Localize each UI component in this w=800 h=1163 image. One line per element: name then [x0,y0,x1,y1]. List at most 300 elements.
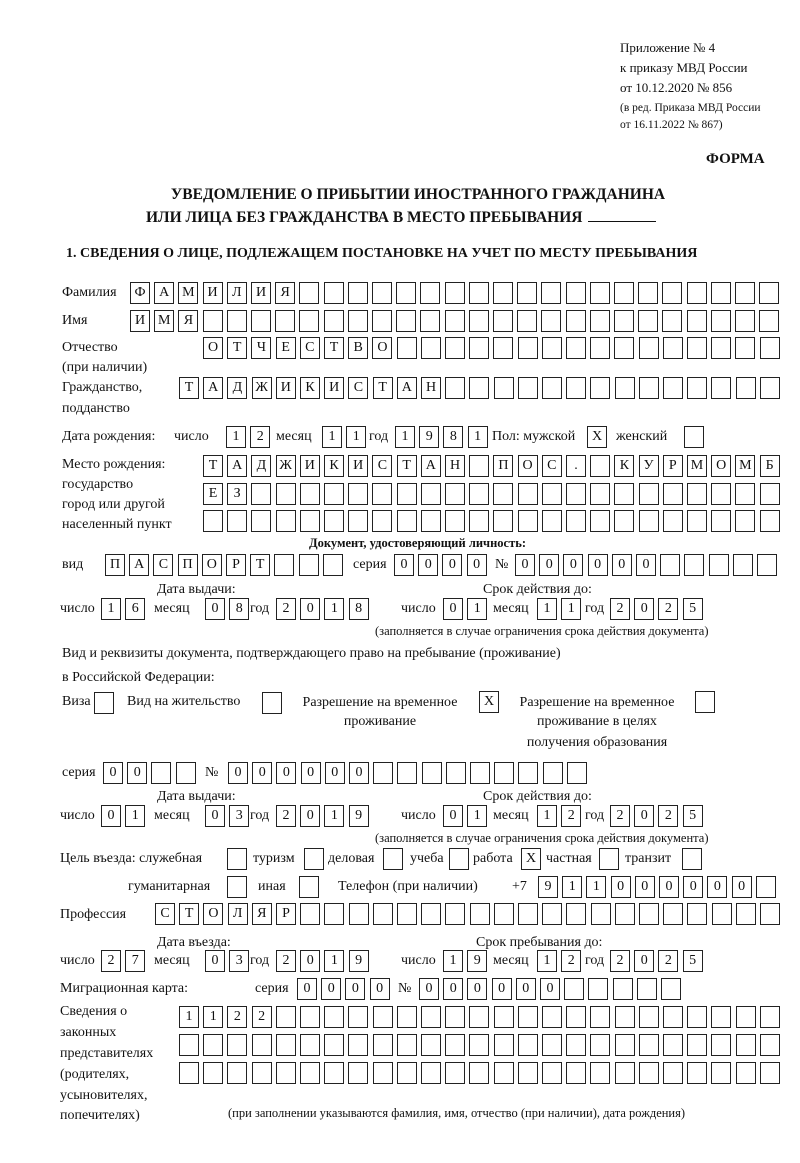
char-box[interactable]: М [687,455,707,477]
char-box[interactable]: 0 [539,554,559,576]
char-box[interactable]: 9 [349,950,369,972]
char-box[interactable] [421,903,441,925]
char-box[interactable]: 0 [228,762,248,784]
char-box[interactable] [709,554,729,576]
char-box[interactable]: Ж [276,455,296,477]
char-box[interactable]: 2 [658,805,678,827]
char-box[interactable] [590,483,610,505]
char-box[interactable] [324,1062,344,1084]
char-box[interactable]: Ж [252,377,272,399]
char-box[interactable] [275,310,295,332]
char-box[interactable] [711,377,731,399]
char-box[interactable] [446,762,466,784]
char-box[interactable] [397,1006,417,1028]
char-box[interactable] [494,1062,514,1084]
char-box[interactable] [566,1006,586,1028]
char-box[interactable] [759,282,779,304]
char-box[interactable] [736,1006,756,1028]
char-box[interactable] [469,1034,489,1056]
char-box[interactable] [518,1006,538,1028]
char-box[interactable]: 0 [659,876,679,898]
char-box[interactable]: 2 [250,426,270,448]
char-box[interactable] [251,310,271,332]
char-box[interactable] [469,455,489,477]
char-box[interactable] [348,1006,368,1028]
char-box[interactable] [614,483,634,505]
char-box[interactable]: X [479,691,499,713]
char-box[interactable] [324,310,344,332]
char-box[interactable]: И [348,455,368,477]
char-box[interactable] [684,426,704,448]
char-box[interactable] [590,1006,610,1028]
char-box[interactable]: 2 [227,1006,247,1028]
char-box[interactable]: С [348,377,368,399]
char-box[interactable] [756,876,776,898]
char-box[interactable]: А [129,554,149,576]
char-box[interactable]: 1 [537,805,557,827]
char-box[interactable]: 1 [467,805,487,827]
char-box[interactable] [397,337,417,359]
char-box[interactable]: 0 [394,554,414,576]
char-box[interactable]: 2 [610,805,630,827]
char-box[interactable] [449,848,469,870]
char-box[interactable] [735,483,755,505]
char-box[interactable]: 0 [634,598,654,620]
char-box[interactable]: 0 [127,762,147,784]
char-box[interactable] [493,282,513,304]
char-box[interactable]: Е [203,483,223,505]
char-box[interactable] [736,377,756,399]
char-box[interactable] [227,848,247,870]
char-box[interactable] [300,903,320,925]
char-box[interactable] [421,1006,441,1028]
char-box[interactable] [542,903,562,925]
char-box[interactable] [493,483,513,505]
char-box[interactable] [445,1006,465,1028]
char-box[interactable] [760,1006,780,1028]
char-box[interactable] [735,510,755,532]
char-box[interactable] [615,903,635,925]
char-box[interactable]: 0 [540,978,560,1000]
char-box[interactable] [687,903,707,925]
char-box[interactable] [397,762,417,784]
char-box[interactable]: 8 [229,598,249,620]
char-box[interactable] [276,1034,296,1056]
char-box[interactable] [445,483,465,505]
char-box[interactable]: 1 [443,950,463,972]
char-box[interactable]: Е [276,337,296,359]
char-box[interactable] [421,483,441,505]
char-box[interactable] [566,377,586,399]
char-box[interactable] [203,310,223,332]
char-box[interactable]: А [227,455,247,477]
char-box[interactable] [252,1034,272,1056]
char-box[interactable]: 0 [301,762,321,784]
char-box[interactable]: 2 [276,598,296,620]
char-box[interactable]: 1 [179,1006,199,1028]
char-box[interactable] [735,337,755,359]
char-box[interactable] [588,978,608,1000]
char-box[interactable] [262,692,282,714]
char-box[interactable]: 0 [443,978,463,1000]
char-box[interactable] [687,1034,707,1056]
char-box[interactable]: 0 [515,554,535,576]
char-box[interactable]: 0 [418,554,438,576]
char-box[interactable]: Р [663,455,683,477]
char-box[interactable] [663,377,683,399]
char-box[interactable] [662,310,682,332]
char-box[interactable]: И [300,455,320,477]
char-box[interactable]: 0 [103,762,123,784]
char-box[interactable] [711,483,731,505]
char-box[interactable] [348,310,368,332]
char-box[interactable] [566,483,586,505]
char-box[interactable]: 0 [634,805,654,827]
char-box[interactable] [687,510,707,532]
char-box[interactable] [687,282,707,304]
char-box[interactable] [662,282,682,304]
char-box[interactable]: В [348,337,368,359]
char-box[interactable]: X [521,848,541,870]
char-box[interactable] [518,762,538,784]
char-box[interactable]: О [711,455,731,477]
char-box[interactable]: 0 [612,554,632,576]
char-box[interactable] [373,1034,393,1056]
char-box[interactable] [348,1062,368,1084]
char-box[interactable] [324,1006,344,1028]
char-box[interactable] [372,282,392,304]
char-box[interactable]: Т [250,554,270,576]
char-box[interactable]: 9 [538,876,558,898]
char-box[interactable] [470,903,490,925]
char-box[interactable] [397,903,417,925]
char-box[interactable] [421,337,441,359]
char-box[interactable] [542,377,562,399]
char-box[interactable]: 0 [325,762,345,784]
char-box[interactable] [203,1062,223,1084]
char-box[interactable] [760,510,780,532]
char-box[interactable] [736,1062,756,1084]
char-box[interactable] [517,310,537,332]
char-box[interactable]: 3 [229,950,249,972]
char-box[interactable]: О [518,455,538,477]
char-box[interactable] [639,1062,659,1084]
char-box[interactable] [682,848,702,870]
char-box[interactable]: 0 [419,978,439,1000]
char-box[interactable] [445,377,465,399]
char-box[interactable] [276,483,296,505]
char-box[interactable]: У [639,455,659,477]
char-box[interactable]: Т [203,455,223,477]
char-box[interactable] [252,1062,272,1084]
char-box[interactable]: 0 [707,876,727,898]
char-box[interactable]: К [300,377,320,399]
char-box[interactable] [687,377,707,399]
char-box[interactable]: 0 [300,950,320,972]
char-box[interactable]: 0 [345,978,365,1000]
char-box[interactable] [760,483,780,505]
char-box[interactable] [711,282,731,304]
char-box[interactable] [711,1006,731,1028]
char-box[interactable] [663,1062,683,1084]
char-box[interactable]: 0 [732,876,752,898]
char-box[interactable] [421,510,441,532]
char-box[interactable] [614,510,634,532]
char-box[interactable]: 0 [634,950,654,972]
char-box[interactable] [300,1062,320,1084]
char-box[interactable] [276,510,296,532]
char-box[interactable] [494,1006,514,1028]
char-box[interactable]: 2 [658,598,678,620]
char-box[interactable]: 3 [229,805,249,827]
char-box[interactable] [383,848,403,870]
char-box[interactable]: 0 [205,598,225,620]
char-box[interactable] [614,337,634,359]
char-box[interactable]: Т [397,455,417,477]
char-box[interactable]: П [178,554,198,576]
char-box[interactable]: 5 [683,805,703,827]
char-box[interactable]: 0 [588,554,608,576]
char-box[interactable]: Р [276,903,296,925]
char-box[interactable] [712,903,732,925]
char-box[interactable] [590,1062,610,1084]
char-box[interactable] [300,483,320,505]
char-box[interactable] [469,510,489,532]
char-box[interactable]: 5 [683,950,703,972]
char-box[interactable]: К [324,455,344,477]
char-box[interactable] [590,510,610,532]
char-box[interactable] [494,903,514,925]
char-box[interactable] [324,483,344,505]
char-box[interactable] [422,762,442,784]
char-box[interactable] [251,483,271,505]
char-box[interactable]: Д [251,455,271,477]
char-box[interactable]: Я [178,310,198,332]
char-box[interactable] [372,483,392,505]
char-box[interactable] [543,762,563,784]
char-box[interactable]: Т [179,903,199,925]
char-box[interactable] [299,282,319,304]
char-box[interactable] [276,1006,296,1028]
char-box[interactable]: Р [226,554,246,576]
char-box[interactable]: 9 [349,805,369,827]
char-box[interactable] [590,310,610,332]
char-box[interactable]: 2 [276,950,296,972]
char-box[interactable] [176,762,196,784]
char-box[interactable]: 0 [563,554,583,576]
char-box[interactable] [760,1034,780,1056]
char-box[interactable]: 1 [537,598,557,620]
char-box[interactable] [445,1034,465,1056]
char-box[interactable]: 0 [300,805,320,827]
char-box[interactable] [151,762,171,784]
char-box[interactable] [396,282,416,304]
char-box[interactable]: И [251,282,271,304]
char-box[interactable] [470,762,490,784]
char-box[interactable]: А [154,282,174,304]
char-box[interactable] [615,377,635,399]
char-box[interactable]: 0 [492,978,512,1000]
char-box[interactable] [94,692,114,714]
char-box[interactable] [613,978,633,1000]
char-box[interactable]: 5 [683,598,703,620]
char-box[interactable]: М [735,455,755,477]
char-box[interactable]: 1 [324,805,344,827]
char-box[interactable] [639,377,659,399]
char-box[interactable] [421,1034,441,1056]
char-box[interactable]: 9 [419,426,439,448]
char-box[interactable] [564,978,584,1000]
char-box[interactable] [638,310,658,332]
char-box[interactable] [542,510,562,532]
char-box[interactable] [518,337,538,359]
char-box[interactable]: 2 [252,1006,272,1028]
char-box[interactable] [397,1062,417,1084]
char-box[interactable] [695,691,715,713]
char-box[interactable] [590,377,610,399]
char-box[interactable]: А [397,377,417,399]
char-box[interactable] [735,282,755,304]
char-box[interactable]: 1 [467,598,487,620]
char-box[interactable] [494,1034,514,1056]
char-box[interactable]: X [587,426,607,448]
char-box[interactable] [760,1062,780,1084]
char-box[interactable]: 0 [297,978,317,1000]
char-box[interactable] [590,1034,610,1056]
char-box[interactable] [324,510,344,532]
char-box[interactable] [663,903,683,925]
char-box[interactable] [566,310,586,332]
char-box[interactable] [420,310,440,332]
char-box[interactable]: 2 [101,950,121,972]
char-box[interactable]: И [130,310,150,332]
char-box[interactable] [566,1034,586,1056]
char-box[interactable] [541,282,561,304]
char-box[interactable] [599,848,619,870]
char-box[interactable] [541,310,561,332]
char-box[interactable]: А [421,455,441,477]
char-box[interactable] [542,337,562,359]
char-box[interactable] [445,310,465,332]
char-box[interactable]: 8 [349,598,369,620]
char-box[interactable]: Ч [251,337,271,359]
char-box[interactable]: 0 [636,554,656,576]
char-box[interactable] [348,282,368,304]
char-box[interactable] [639,337,659,359]
char-box[interactable] [518,483,538,505]
char-box[interactable] [469,337,489,359]
char-box[interactable] [711,1062,731,1084]
char-box[interactable]: И [203,282,223,304]
char-box[interactable]: Н [421,377,441,399]
char-box[interactable]: 0 [516,978,536,1000]
char-box[interactable]: 1 [562,876,582,898]
char-box[interactable] [663,337,683,359]
char-box[interactable]: Т [373,377,393,399]
char-box[interactable]: 2 [276,805,296,827]
char-box[interactable] [614,282,634,304]
char-box[interactable]: 6 [125,598,145,620]
char-box[interactable]: 0 [635,876,655,898]
char-box[interactable]: 1 [537,950,557,972]
char-box[interactable]: Л [228,903,248,925]
char-box[interactable]: С [542,455,562,477]
char-box[interactable] [566,903,586,925]
char-box[interactable]: 0 [321,978,341,1000]
char-box[interactable] [542,1034,562,1056]
char-box[interactable] [566,1062,586,1084]
char-box[interactable] [276,1062,296,1084]
char-box[interactable] [757,554,777,576]
char-box[interactable]: 0 [370,978,390,1000]
char-box[interactable] [372,310,392,332]
char-box[interactable] [227,1062,247,1084]
char-box[interactable] [493,337,513,359]
char-box[interactable]: . [566,455,586,477]
char-box[interactable] [304,848,324,870]
char-box[interactable]: 1 [586,876,606,898]
char-box[interactable] [590,337,610,359]
char-box[interactable] [373,1062,393,1084]
char-box[interactable] [711,310,731,332]
char-box[interactable] [372,510,392,532]
char-box[interactable] [590,455,610,477]
char-box[interactable] [542,1062,562,1084]
char-box[interactable] [324,903,344,925]
char-box[interactable] [300,1006,320,1028]
char-box[interactable]: 0 [349,762,369,784]
char-box[interactable] [324,282,344,304]
char-box[interactable]: Т [179,377,199,399]
char-box[interactable]: 8 [443,426,463,448]
title-blank-line[interactable] [588,207,656,222]
char-box[interactable] [227,310,247,332]
char-box[interactable]: М [154,310,174,332]
char-box[interactable] [590,282,610,304]
char-box[interactable] [494,762,514,784]
char-box[interactable] [493,510,513,532]
char-box[interactable] [661,978,681,1000]
char-box[interactable] [203,1034,223,1056]
char-box[interactable]: 1 [324,950,344,972]
char-box[interactable]: 0 [683,876,703,898]
char-box[interactable]: 1 [324,598,344,620]
char-box[interactable]: 2 [610,598,630,620]
char-box[interactable]: 0 [611,876,631,898]
char-box[interactable]: И [324,377,344,399]
char-box[interactable] [687,310,707,332]
char-box[interactable] [518,377,538,399]
char-box[interactable] [566,282,586,304]
char-box[interactable] [493,310,513,332]
char-box[interactable]: О [203,337,223,359]
char-box[interactable] [687,1006,707,1028]
char-box[interactable] [323,554,343,576]
char-box[interactable]: 2 [658,950,678,972]
char-box[interactable]: 2 [561,805,581,827]
char-box[interactable] [614,310,634,332]
char-box[interactable]: 1 [322,426,342,448]
char-box[interactable]: Ф [130,282,150,304]
char-box[interactable]: 0 [101,805,121,827]
char-box[interactable]: З [227,483,247,505]
char-box[interactable]: 2 [610,950,630,972]
char-box[interactable]: 1 [395,426,415,448]
char-box[interactable]: 2 [561,950,581,972]
char-box[interactable] [566,337,586,359]
char-box[interactable]: И [276,377,296,399]
char-box[interactable] [469,282,489,304]
